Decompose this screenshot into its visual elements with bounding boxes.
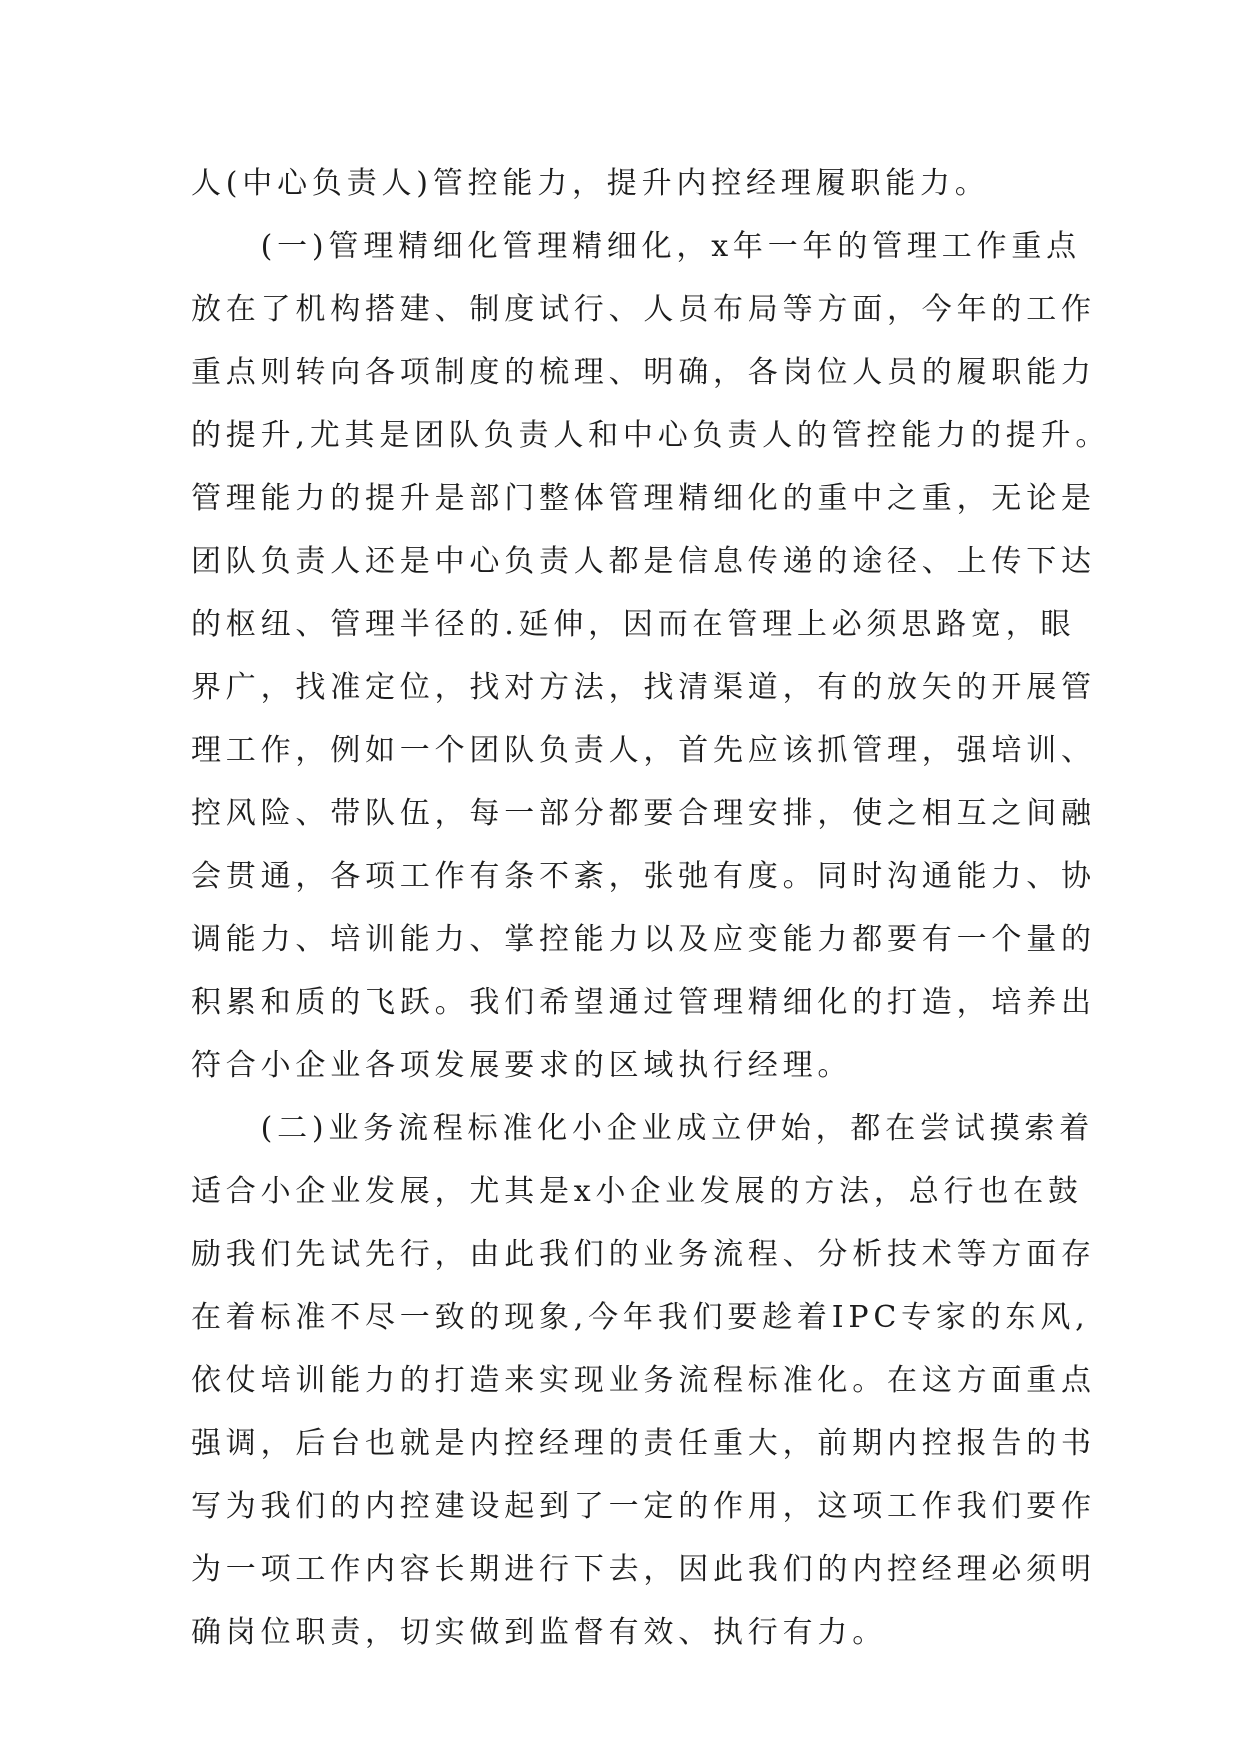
text-line: 人(中心负责人)管控能力，提升内控经理履职能力。 xyxy=(191,166,990,201)
text-line: 符合小企业各项发展要求的区域执行经理。 xyxy=(191,1048,853,1083)
text-line: 重点则转向各项制度的梳理、明确，各岗位人员的履职能力 xyxy=(191,355,1096,390)
text-line: 理工作，例如一个团队负责人，首先应该抓管理，强培训、 xyxy=(191,733,1096,768)
text-line: (二)业务流程标准化小企业成立伊始，都在尝试摸索着 xyxy=(191,1111,1095,1146)
text-line: 强调，后台也就是内控经理的责任重大，前期内控报告的书 xyxy=(191,1426,1096,1461)
text-line: 适合小企业发展，尤其是x小企业发展的方法，总行也在鼓 xyxy=(191,1174,1083,1209)
text-line: 的枢纽、管理半径的.延伸，因而在管理上必须思路宽，眼 xyxy=(191,607,1076,642)
text-line: 的提升,尤其是团队负责人和中心负责人的管控能力的提升。 xyxy=(191,418,1111,453)
text-line: 控风险、带队伍，每一部分都要合理安排，使之相互之间融 xyxy=(191,796,1096,831)
text-line: 调能力、培训能力、掌控能力以及应变能力都要有一个量的 xyxy=(191,922,1096,957)
text-line: 为一项工作内容长期进行下去，因此我们的内控经理必须明 xyxy=(191,1552,1096,1587)
text-line: 确岗位职责，切实做到监督有效、执行有力。 xyxy=(191,1615,887,1650)
text-line: (一)管理精细化管理精细化，x年一年的管理工作重点 xyxy=(191,229,1081,264)
text-line: 励我们先试先行，由此我们的业务流程、分析技术等方面存 xyxy=(191,1237,1096,1272)
body-text xyxy=(191,152,1111,1664)
text-line: 管理能力的提升是部门整体管理精细化的重中之重，无论是 xyxy=(191,481,1096,516)
text-line: 界广，找准定位，找对方法，找清渠道，有的放矢的开展管 xyxy=(191,670,1096,705)
text-line: 在着标准不尽一致的现象,今年我们要趁着IPC专家的东风, xyxy=(191,1300,1090,1335)
text-line: 会贯通，各项工作有条不紊，张弛有度。同时沟通能力、协 xyxy=(191,859,1096,894)
text-line: 放在了机构搭建、制度试行、人员布局等方面，今年的工作 xyxy=(191,292,1096,327)
text-line: 团队负责人还是中心负责人都是信息传递的途径、上传下达 xyxy=(191,544,1096,579)
text-line: 依仗培训能力的打造来实现业务流程标准化。在这方面重点 xyxy=(191,1363,1096,1398)
text-line: 写为我们的内控建设起到了一定的作用，这项工作我们要作 xyxy=(191,1489,1096,1524)
text-line: 积累和质的飞跃。我们希望通过管理精细化的打造，培养出 xyxy=(191,985,1096,1020)
